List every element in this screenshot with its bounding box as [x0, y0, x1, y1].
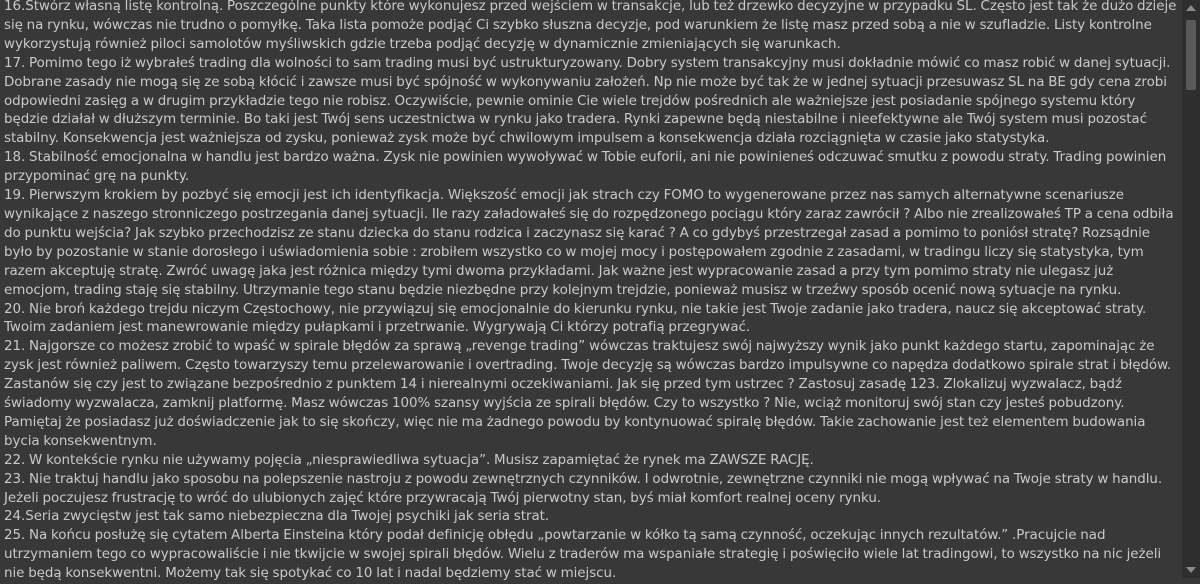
- paragraph-16: 16.Stwórz własną listę kontrolną. Poszczególne punkty które wykonujesz przed wejściem w transakcje, lub też drzewko decyzyjne w przypadku SL. Często jest tak że dużo dzieje się na rynku, wówczas nie trudno o pomyłkę. Taka lista pomoże podjąć Ci szybko słuszna decyzje, pod warunkiem że listę masz przed sobą a nie w szufladzie. Listy kontrolne wykorzystują również piloci samolotów myśliwskich gdzie trzeba podjąć decyzję w dynamicznie zmieniających się warunkach.: [4, 0, 1177, 52]
- paragraph-21: 21. Najgorsze co możesz zrobić to wpaść w spirale błędów za sprawą „revenge trading” wówczas traktujesz swój najwyższy wynik jako punkt każdego startu, zapominając że zysk jest również paliwem. Często towarzyszy temu przelewarowanie i overtrading. Twoje decyzję są wówczas bardzo impulsywne co napędza dodatkowo spirale strat i błędów. Zastanów się czy jest to związane bezpośrednio z punktem 14 i nierealnymi oczekiwaniami. Jak się przed tym ustrzec ? Zastosuj zasadę 123. Zlokalizuj wyzwalacz, bądź świadomy wyzwalacza, zamknij platformę. Masz wówczas 100% szansy wyjścia ze spirali błędów. Czy to wszystko ? Nie, wciąż monitoruj swój stan czy jesteś pobudzony. Pamiętaj że posiadasz już doświadczenie jak to się skończy, więc nie ma żadnego powodu by kontynuować spiralę błędów. Takie zachowanie jest też elementem budowania bycia konsekwentnym.: [4, 339, 1172, 449]
- paragraph-18: 18. Stabilność emocjonalna w handlu jest bardzo ważna. Zysk nie powinien wywoływać w Tobie euforii, ani nie powinieneś odczuwać smutku z powodu straty. Trading powinien przypominać grę na punkty.: [4, 150, 1167, 185]
- paragraph-23: 23. Nie traktuj handlu jako sposobu na polepszenie nastroju z powodu zewnętrznych czynników. I odwrotnie, zewnętrzne czynniki nie mogą wpływać na Twoje straty w handlu. Jeżeli poczujesz frustrację to wróć do ulubionych zajęć które przywracają Twój pierwotny stan, byś miał komfort realnej oceny rynku.: [4, 471, 1163, 506]
- scroll-up-arrow-icon[interactable]: [1186, 5, 1196, 11]
- paragraph-19: 19. Pierwszym krokiem by pozbyć się emocji jest ich identyfikacja. Większość emocji jak strach czy FOMO to wygenerowane przez nas samych alternatywne scenariusze wynikające z naszego stronniczego postrzegania danej sytuacji. Ile razy załadowałeś się do rozpędzonego pociągu który zaraz zawrócił ? Albo nie zrealizowałeś TP a cena odbiła do punktu wejścia? Jak szybko przechodzisz ze stanu dziecka do stanu rodzica i zaczynasz się karać ? A co gdybyś przestrzegał zasad a pomimo to poniósł stratę? Rozsądnie było by pozostanie w stanie dorosłego i uświadomienia sobie : zrobiłem wszystko co w mojej mocy i postępowałem zgodnie z zasadami, w tradingu liczy się statystyka, tym razem akceptuję stratę. Zwróć uwagę jaka jest różnica między tymi dwoma przykładami. Jak ważne jest wypracowanie zasad a przy tym pomimo straty nie ulegasz już emocjom, trading staję się stabilny. Utrzymanie tego stanu będzie niezbędne przy kolejnym trejdzie, ponieważ musisz w trzeźwy sposób ocenić nową sytuacje na rynku.: [4, 188, 1174, 298]
- paragraph-22: 22. W kontekście rynku nie używamy pojęcia „niesprawiedliwa sytuacja”. Musisz zapamiętać że rynek ma ZAWSZE RACJĘ.: [4, 452, 814, 468]
- vertical-scrollbar[interactable]: [1182, 0, 1200, 578]
- scroll-down-arrow-icon[interactable]: [1186, 567, 1196, 573]
- scroll-thumb[interactable]: [1186, 20, 1196, 90]
- paragraph-17: 17. Pomimo tego iż wybrałeś trading dla wolności to sam trading musi być ustrukturyzowany. Dobry system transakcyjny musi dokładnie mówić co masz robić w danej sytuacji. Dobrane zasady nie mogą się ze sobą kłócić i zawsze musi być spójność w wykonywaniu założeń. Np nie może być tak że w jednej sytuacji przesuwasz SL na BE gdy cena zrobi odpowiedni zasięg a w drugim przykładzie tego nie robisz. Oczywiście, pewnie ominie Cie wiele trejdów pośrednich ale ważniejsze jest posiadanie spójnego systemu który będzie działał w dłuższym terminie. Bo taki jest Twój sens uczestnictwa w rynku jako tradera. Rynki zapewne będą niestabilne i nieefektywne ale Twój system musi pozostać stabilny. Konsekwencja jest ważniejsza od zysku, ponieważ zysk może być chwilowym impulsem a konsekwencja działa rozciągnięta w czasie jako statystyka.: [4, 55, 1171, 147]
- paragraph-24: 24.Seria zwycięstw jest tak samo niebezpieczna dla Twojej psychiki jak seria strat.: [4, 509, 550, 525]
- paragraph-25: 25. Na końcu posłużę się cytatem Alberta Einsteina który podał definicję obłędu „powtarzanie w kółko tą samą czynność, oczekując innych rezultatów.” .Pracujcie nad utrzymaniem tego co wypracowaliście i nie tkwijcie w swojej spirali błędów. Wielu z traderów ma wspaniałe strategię i poświęciło wiele lat tradingowi, to wszystko na nic jeżeli nie będą konsekwentni. Możemy tak się spotykać co 10 lat i nadal będziemy stać w miejscu.: [4, 528, 1162, 582]
- paragraph-20: 20. Nie broń każdego trejdu niczym Częstochowy, nie przywiązuj się emocjonalnie do kierunku rynku, nie takie jest Twoje zadanie jako tradera, naucz się akceptować straty. Twoim zadaniem jest manewrowanie między pułapkami i przetrwanie. Wygrywają Ci którzy potrafią przegrywać.: [4, 301, 1147, 336]
